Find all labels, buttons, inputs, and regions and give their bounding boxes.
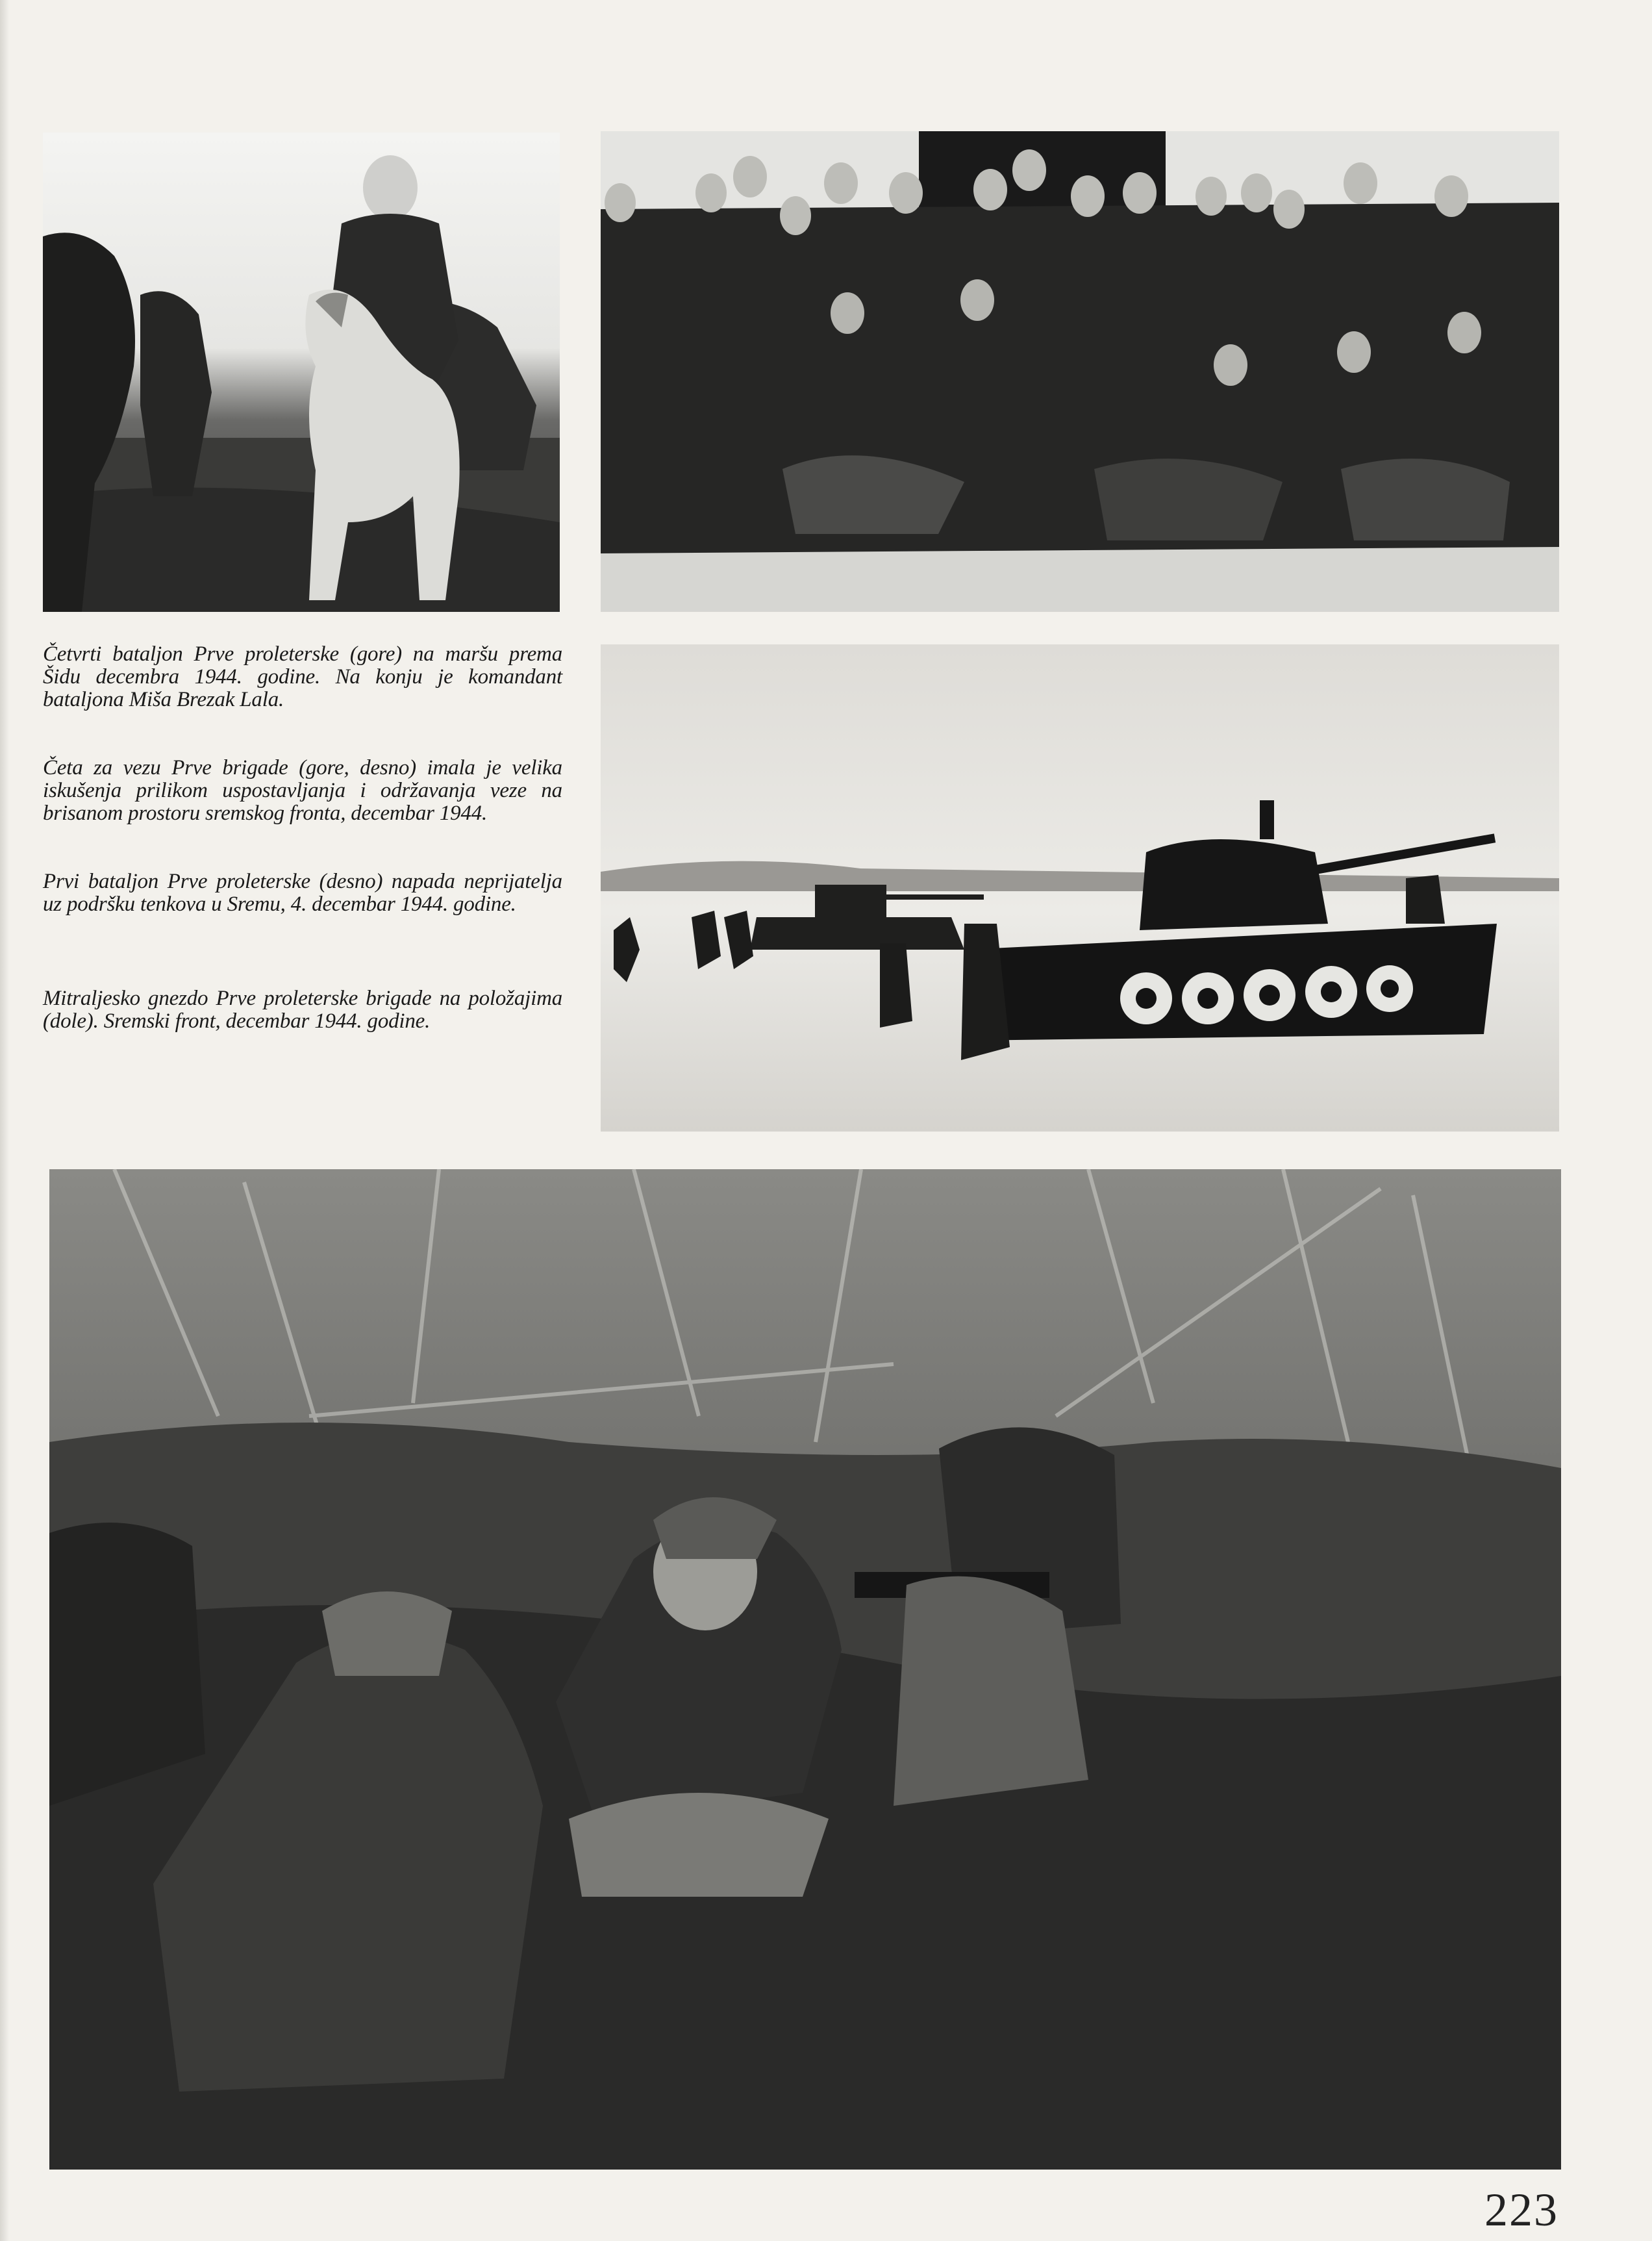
page-number: 223 xyxy=(1484,2184,1558,2236)
photo-signal-company-group xyxy=(601,131,1559,612)
photo-tank-attack xyxy=(601,644,1559,1132)
page-edge xyxy=(0,0,9,2241)
caption-first-battalion-tanks: Prvi bataljon Prve proleterske (desno) napada neprijatelja uz podršku tenkova u Sremu, 4. decembar 1944. godine. xyxy=(43,870,562,916)
caption-machine-gun-nest: Mitraljesko gnezdo Prve proleterske brigade na položajima (dole). Sremski front, decembar 1944. godine. xyxy=(43,987,562,1033)
captions-column xyxy=(43,643,562,1033)
caption-signal-company: Četa za vezu Prve brigade (gore, desno) imala je velika iskušenja prilikom uspostavljanja i održavanja veze na brisanom prostoru sremskog fronta, decembar 1944. xyxy=(43,756,562,825)
photo-machine-gun-nest xyxy=(49,1169,1561,2170)
photo-horse-rider xyxy=(43,133,560,612)
caption-fourth-battalion: Četvrti bataljon Prve proleterske (gore) na maršu prema Šidu decembra 1944. godine. Na konju je komandant bataljona Miša Brezak Lala. xyxy=(43,642,562,711)
